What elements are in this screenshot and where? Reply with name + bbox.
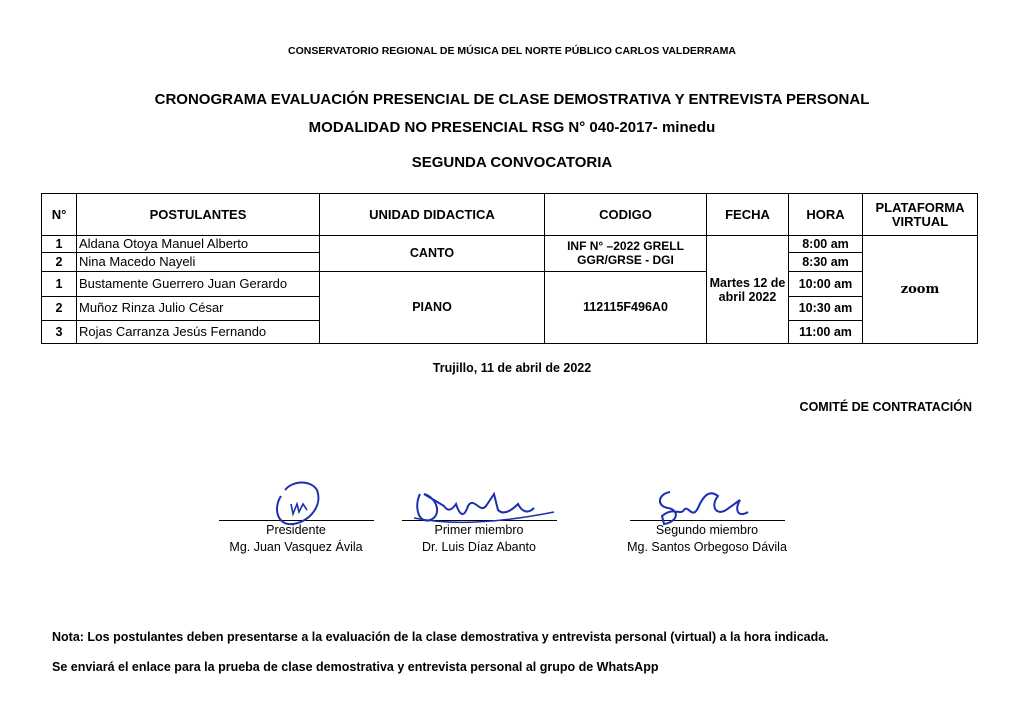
row-number: 1 bbox=[42, 236, 77, 253]
committee-label: COMITÉ DE CONTRATACIÓN bbox=[799, 400, 972, 414]
header-fecha: FECHA bbox=[707, 194, 789, 236]
signature-role: Primer miembro bbox=[434, 523, 524, 537]
signature-name: Dr. Luis Díaz Abanto bbox=[422, 540, 536, 554]
signature-second-member bbox=[622, 520, 792, 556]
handwritten-signature-icon bbox=[622, 476, 792, 536]
table-row bbox=[42, 236, 978, 253]
header-postulantes: POSTULANTES bbox=[77, 194, 320, 236]
unidad-piano: PIANO bbox=[320, 271, 545, 344]
header-unidad: UNIDAD DIDACTICA bbox=[320, 194, 545, 236]
row-number: 2 bbox=[42, 296, 77, 320]
applicant-name: Bustamente Guerrero Juan Gerardo bbox=[77, 271, 320, 296]
hora-cell: 10:30 am bbox=[789, 296, 863, 320]
row-number: 2 bbox=[42, 253, 77, 271]
signature-role: Segundo miembro bbox=[655, 523, 759, 537]
signature-role: Presidente bbox=[266, 523, 326, 537]
signature-president bbox=[211, 520, 381, 556]
document-subtitle-call: SEGUNDA CONVOCATORIA bbox=[411, 154, 613, 171]
header-num: N° bbox=[42, 194, 77, 236]
note-line-2: Se enviará el enlace para la prueba de clase demostrativa y entrevista personal al grupo de WhatsApp bbox=[52, 660, 659, 674]
table-row bbox=[42, 271, 978, 296]
plataforma-cell: zoom bbox=[863, 236, 978, 344]
header-codigo: CODIGO bbox=[545, 194, 707, 236]
header-hora: HORA bbox=[789, 194, 863, 236]
schedule-table bbox=[41, 193, 978, 344]
header-plataforma: PLATAFORMA VIRTUAL bbox=[863, 194, 978, 236]
row-number: 3 bbox=[42, 320, 77, 343]
signature-name: Mg. Juan Vasquez Ávila bbox=[229, 540, 363, 554]
signature-name: Mg. Santos Orbegoso Dávila bbox=[627, 540, 787, 554]
hora-cell: 10:00 am bbox=[789, 271, 863, 296]
place-and-date: Trujillo, 11 de abril de 2022 bbox=[432, 361, 592, 375]
handwritten-signature-icon bbox=[211, 476, 381, 536]
document-title: CRONOGRAMA EVALUACIÓN PRESENCIAL DE CLASE DEMOSTRATIVA Y ENTREVISTA PERSONAL bbox=[154, 91, 870, 108]
codigo-canto: INF N° –2022 GRELL GGR/GRSE - DGI bbox=[545, 236, 707, 271]
table-header-row bbox=[42, 194, 978, 236]
applicant-name: Rojas Carranza Jesús Fernando bbox=[77, 320, 320, 343]
hora-cell: 11:00 am bbox=[789, 320, 863, 343]
note-line-1: Nota: Los postulantes deben presentarse a la evaluación de la clase demostrativa y entrevista personal (virtual) a la hora indicada. bbox=[52, 630, 829, 644]
applicant-name: Aldana Otoya Manuel Alberto bbox=[77, 236, 320, 253]
applicant-name: Nina Macedo Nayeli bbox=[77, 253, 320, 271]
unidad-canto: CANTO bbox=[320, 236, 545, 271]
document-subtitle-modality: MODALIDAD NO PRESENCIAL RSG N° 040-2017- minedu bbox=[308, 119, 716, 136]
hora-cell: 8:00 am bbox=[789, 236, 863, 253]
signature-first-member bbox=[394, 520, 564, 556]
row-number: 1 bbox=[42, 271, 77, 296]
applicant-name: Muñoz Rinza Julio César bbox=[77, 296, 320, 320]
handwritten-signature-icon bbox=[394, 476, 564, 536]
codigo-piano: 112115F496A0 bbox=[545, 271, 707, 344]
hora-cell: 8:30 am bbox=[789, 253, 863, 271]
institution-name: CONSERVATORIO REGIONAL DE MÚSICA DEL NORTE PÚBLICO CARLOS VALDERRAMA bbox=[287, 45, 737, 57]
fecha-cell: Martes 12 de abril 2022 bbox=[707, 236, 789, 344]
